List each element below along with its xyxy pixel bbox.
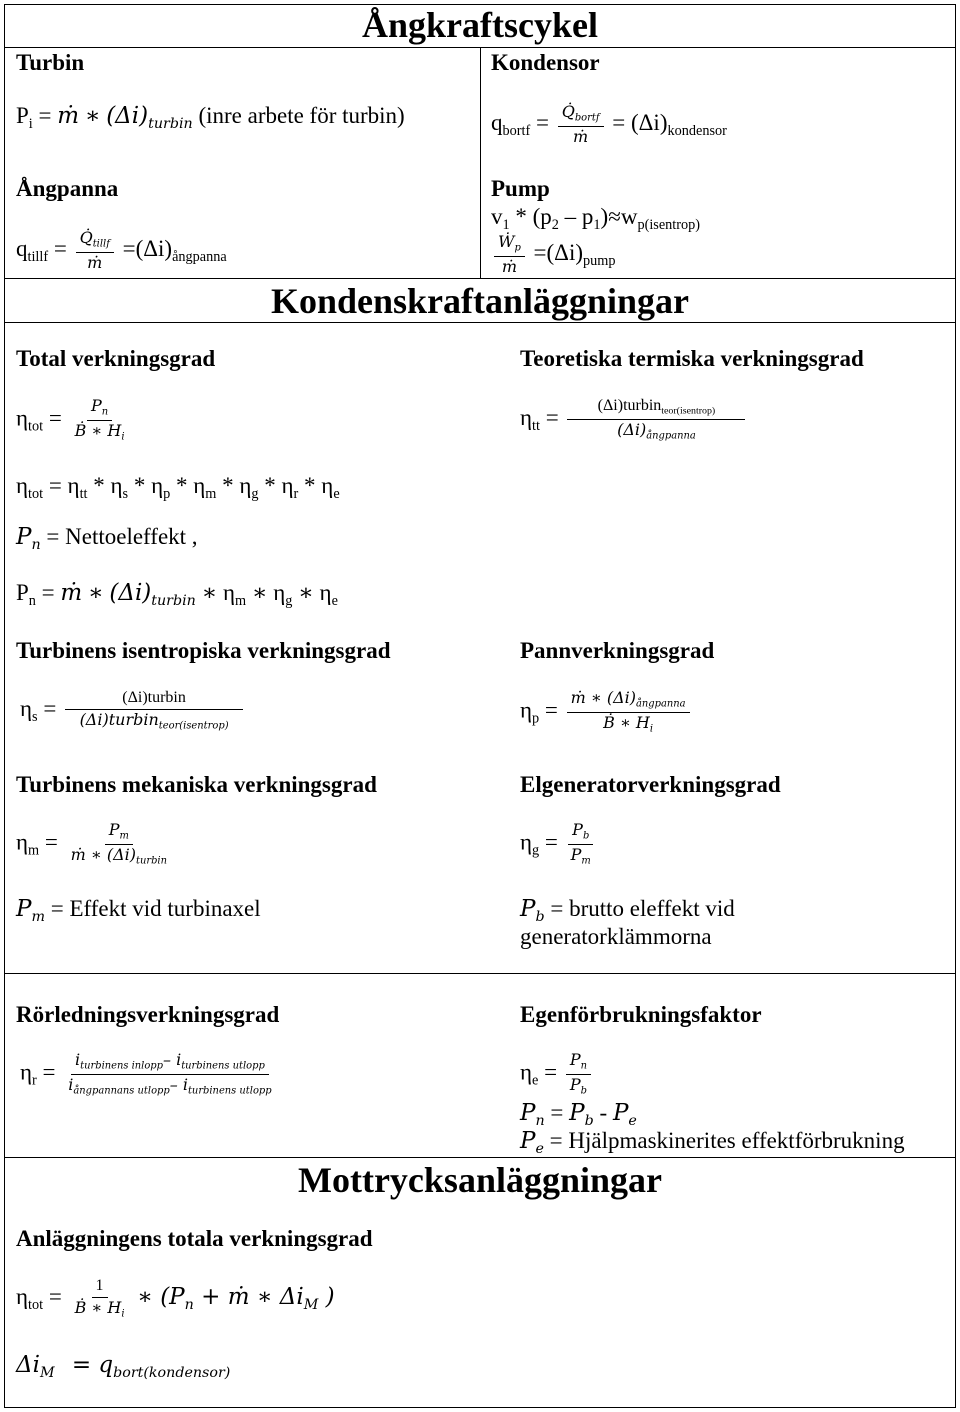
definition-pb: $P_b$ = brutto eleffekt vid — [520, 896, 735, 925]
definition-pe: $P_e$ = Hjälpmaskinerites effektförbrukning — [520, 1128, 905, 1157]
formula-pump-work: $v_1 * (p_2 - p_1)\approx w_{p(isentrop)}$ — [491, 204, 700, 233]
formula-turbin: $P_i$ = ṁ ∗ $(\Delta i)_{turbin}$ (inre arbete för turbin) — [16, 103, 405, 132]
formula-mekaniska: $\eta_m$ = $\frac{P_m}{ṁ ∗ (\Delta i)_{turbin}}$ — [16, 820, 167, 867]
section-heading-total: Total verkningsgrad — [16, 346, 216, 371]
definition-pn: $P_n$ = Nettoeleffekt , — [16, 524, 198, 553]
divider — [4, 322, 956, 323]
formula-delta-im: $\Delta i_M$ = $q_{bort(kondensor)}$ — [16, 1352, 231, 1381]
section-heading-mekaniska: Turbinens mekaniska verkningsgrad — [16, 772, 377, 797]
formula-anlaggning: $\eta_{tot}$ = $\frac{1}{Ḃ ∗ H_i}$ ∗ ($P_n$ + ṁ ∗ $\Delta i_M$ ) — [16, 1277, 335, 1320]
formula-teoretiska: $\eta_{tt}$ = $\frac{(\Delta i)turbin_{teor(isentrop)}}{(\Delta i)_{ångpanna}}$ — [520, 398, 748, 442]
formula-ror: $\eta_r$ = $\frac{i_{turbinens inlopp}- i_{turbinens utlopp}}{i_{ångpannans utlopp}- i_{turbinens utlopp}}$ — [20, 1050, 272, 1097]
divider — [4, 278, 956, 279]
section-heading-kondensor: Kondensor — [491, 50, 600, 75]
section-heading-angpanna: Ångpanna — [16, 176, 119, 201]
section-heading-pann: Pannverkningsgrad — [520, 638, 715, 663]
section-heading-elgenerator: Elgeneratorverkningsgrad — [520, 772, 781, 797]
divider — [4, 973, 956, 974]
page-title: Ångkraftscykel — [362, 5, 598, 45]
divider — [4, 1157, 956, 1158]
section-heading-egen: Egenförbrukningsfaktor — [520, 1002, 762, 1027]
formula-isentropiska: $\eta_s$ = $\frac{\text{(Δi)turbin}}{(\Delta i)turbin_{teor(isentrop)}}$ — [20, 690, 246, 732]
formula-elgenerator: $\eta_g$ = $\frac{P_b}{P_m}$ — [520, 822, 598, 867]
definition-pm: $P_m$ = Effekt vid turbinaxel — [16, 896, 261, 925]
formula-egen: $\eta_e$ = $\frac{P_n}{P_b}$ — [520, 1052, 594, 1097]
formula-angpanna: $q_{tillf}$ = $\frac{Q̇_{tillf}}{\text{ṁ}}$ $=(\Delta i)_{ångpanna}$ — [16, 228, 227, 272]
formula-egen-pn: $P_n = P_b - P_e$ — [520, 1100, 637, 1129]
section-heading-ror: Rörledningsverkningsgrad — [16, 1002, 280, 1027]
section-heading-turbin: Turbin — [16, 50, 85, 75]
section-heading-isentropiska: Turbinens isentropiska verkningsgrad — [16, 638, 391, 663]
formula-kondensor: $q_{bortf}$ = $\frac{Q̇_{bortf}}{\text{ṁ}}$ = $(\Delta i)_{kondensor}$ — [491, 102, 727, 146]
formula-total: $\eta_{tot}$ = $\frac{P_n}{Ḃ ∗ H_i}$ — [16, 396, 125, 443]
section-heading-anlaggning: Anläggningens totala verkningsgrad — [16, 1226, 373, 1251]
divider — [480, 47, 481, 278]
section-heading-pump: Pump — [491, 176, 550, 201]
definition-pb-cont: generatorklämmorna — [520, 924, 712, 949]
section-title-kondenskraft: Kondenskraftanläggningar — [270, 281, 690, 321]
section-title-mottryck: Mottrycksanläggningar — [298, 1160, 662, 1200]
formula-total-product: $\eta_{tot} = \eta_{tt} * \eta_s * \eta_p * \eta_m * \eta_g * \eta_r * \eta_e$ — [16, 473, 340, 502]
formula-pann: $\eta_p$ = $\frac{ṁ ∗ (\Delta i)_{ångpanna}}{Ḃ ∗ H_i}$ — [520, 690, 693, 735]
formula-pn: $P_n$ = ṁ ∗ $(\Delta i)_{turbin}$ ∗ $\eta_m$ ∗ $\eta_g$ ∗ $\eta_e$ — [16, 580, 338, 609]
formula-pump: $\frac{Ẇ_p}{\text{ṁ}}$ $=(\Delta i)_{pump}$ — [491, 234, 616, 276]
section-heading-teoretiska: Teoretiska termiska verkningsgrad — [520, 346, 864, 371]
